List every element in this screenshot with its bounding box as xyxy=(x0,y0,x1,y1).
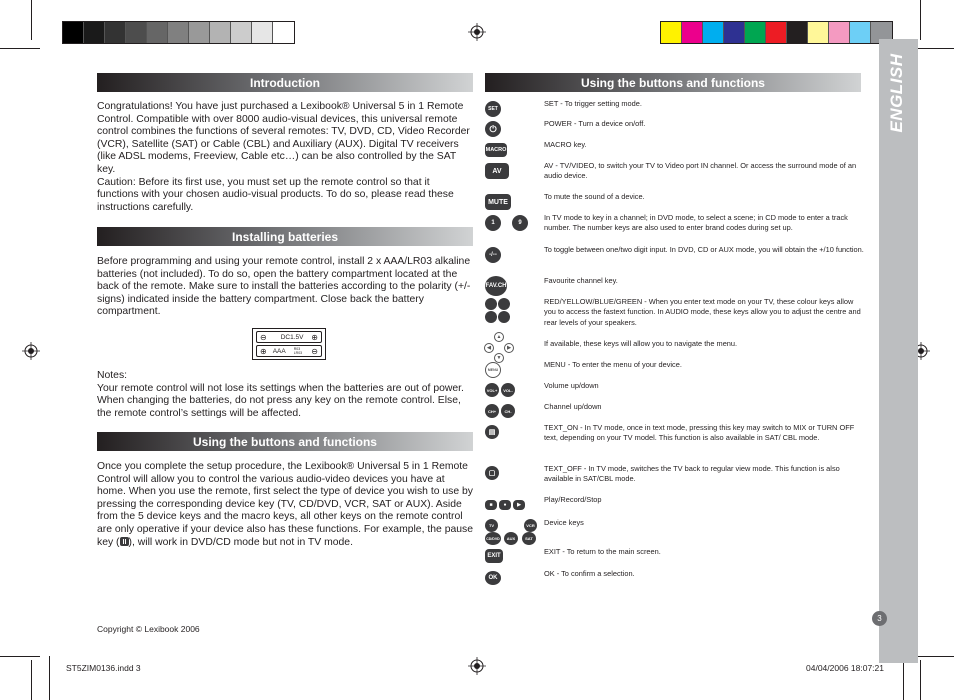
ok-key-icon xyxy=(484,570,530,588)
macro-key-icon xyxy=(484,141,530,159)
digit-toggle-key-icon xyxy=(484,246,530,264)
key-function-text: TEXT_OFF - In TV mode, switches the TV back to regular view mode. This function is also available in SAT/CBL mode. xyxy=(544,464,840,484)
crop-mark xyxy=(0,656,40,657)
av-key-icon xyxy=(484,162,530,180)
batteries-text: Before programming and using your remote control, install 2 x AAA/LR03 alkaline batteries (not included). To do so, open the battery compartment located at the back of the remote. Make sure to install the batteries according to the polarity (+/- signs) indicated inside the battery compartment. Close back the battery compartment. xyxy=(97,256,471,318)
key-function-text: In TV mode to key in a channel; in DVD mode, to select a scene; in CD mode to enter a track number. The number keys are also used to enter brand codes during set up. xyxy=(544,213,848,233)
buttons-text-part-a: Once you complete the setup procedure, the Lexibook® Universal 5 in 1 Remote Control will allow you to control the various audio-video devices you have at home. When you use the remote, first select the type of device you wish to use by pressing the corresponding device key (TV, CD/DVD, VCR, SAT or AUX). Aside from the 5 device keys and the macro keys, all other keys on the remote control are only operative if your device also has these functions. For example, the pause key ( xyxy=(97,461,474,548)
device-button: CD/DVD xyxy=(485,532,501,545)
color-swatch xyxy=(661,22,682,43)
crop-mark xyxy=(49,656,50,700)
color-swatch xyxy=(745,22,766,43)
key-function-text: OK - To confirm a selection. xyxy=(544,569,635,578)
menu-button: MENU xyxy=(485,362,501,378)
color-swatch xyxy=(703,22,724,43)
intro-text xyxy=(97,101,473,214)
text-off-button: ▢ xyxy=(485,466,499,480)
key-function-text: Channel up/down xyxy=(544,402,602,411)
battery-cell-bottom xyxy=(256,345,322,357)
key-function-text: SET - To trigger setting mode. xyxy=(544,99,642,108)
crop-mark xyxy=(31,0,32,40)
digit-toggle-button: -/-- xyxy=(485,247,501,263)
key-function-text: Device keys xyxy=(544,518,584,527)
key-function-text: RED/YELLOW/BLUE/GREEN - When you enter text mode on your TV, these colour keys allow you to access the fastext function. In AUDIO mode, these keys allow you to adjust the centre and rear levels of your speakers. xyxy=(544,297,861,327)
key-function-text: POWER - Turn a device on/off. xyxy=(544,119,646,128)
exit-key-icon xyxy=(484,548,530,566)
key-function-text: Volume up/down xyxy=(544,381,599,390)
nav-left-button: ◀ xyxy=(484,343,494,353)
gray-swatch xyxy=(252,22,273,43)
set-key-icon xyxy=(484,100,530,118)
key-function-text: MENU - To enter the menu of your device. xyxy=(544,360,682,369)
text-on-button: ▤ xyxy=(485,425,499,439)
color-button xyxy=(485,298,497,310)
play-record-stop-keys-icon xyxy=(484,496,530,514)
volume-keys-icon xyxy=(484,382,530,400)
notes-text xyxy=(97,370,475,420)
number-button: 1 xyxy=(485,215,501,231)
exit-button: EXIT xyxy=(485,549,503,563)
number-keys-icon xyxy=(484,214,530,232)
av-button: AV xyxy=(485,163,509,179)
language-side-tab xyxy=(879,39,918,663)
buttons-text xyxy=(97,461,473,549)
key-function-text: Play/Record/Stop xyxy=(544,495,602,504)
color-swatch xyxy=(829,22,850,43)
battery-diagram xyxy=(252,328,326,360)
color-swatch xyxy=(850,22,871,43)
grayscale-color-bar xyxy=(62,21,295,44)
buttons-header-right: Using the buttons and functions xyxy=(485,73,861,92)
transport-button: ● xyxy=(499,500,511,510)
key-function-text: EXIT - To return to the main screen. xyxy=(544,547,661,556)
slug-date: 04/04/2006 18:07:21 xyxy=(806,663,884,673)
battery-cell-top xyxy=(256,331,322,343)
device-button: SAT xyxy=(522,532,536,545)
battery-type-label: AAA xyxy=(272,347,286,355)
gray-swatch xyxy=(126,22,147,43)
color-swatch xyxy=(682,22,703,43)
device-button: TV xyxy=(485,519,498,532)
crop-mark xyxy=(0,48,40,49)
device-button: VCR xyxy=(524,519,537,532)
page-number: 3 xyxy=(872,611,887,626)
gray-swatch xyxy=(210,22,231,43)
mute-button: MUTE xyxy=(485,194,511,210)
crop-mark xyxy=(920,660,921,700)
menu-key-icon xyxy=(484,361,530,379)
minus-sign: ⊖ xyxy=(260,332,267,342)
crop-mark xyxy=(920,0,921,40)
device-button: AUX xyxy=(504,532,518,545)
gray-swatch xyxy=(63,22,84,43)
gray-swatch xyxy=(189,22,210,43)
color-button xyxy=(498,298,510,310)
color-keys-icon xyxy=(484,298,530,316)
button: VOL+ xyxy=(485,383,499,397)
crop-mark xyxy=(914,48,954,49)
ok-button: OK xyxy=(485,571,501,585)
color-button xyxy=(498,311,510,323)
intro-caution: Caution: Before its first use, you must set up the remote control so that it functions with your chosen audio-visual products. To do so, please read these instructions carefully. xyxy=(97,176,454,213)
registration-mark-icon xyxy=(468,23,486,41)
button: VOL- xyxy=(501,383,515,397)
plus-sign: ⊕ xyxy=(311,332,318,342)
button: CH- xyxy=(501,404,515,418)
key-function-text: MACRO key. xyxy=(544,140,587,149)
key-function-text: To toggle between one/two digit input. In DVD, CD or AUX mode, you will obtain the +/10 function. xyxy=(544,245,864,254)
gray-swatch xyxy=(231,22,252,43)
buttons-text-part-b: ), will work in DVD/CD mode but not in TV mode. xyxy=(128,536,353,548)
macro-button: MACRO xyxy=(485,143,507,157)
transport-button: ■ xyxy=(485,500,497,510)
text-on-key-icon xyxy=(484,424,530,442)
gray-swatch xyxy=(147,22,168,43)
minus-sign: ⊖ xyxy=(311,346,318,356)
crop-mark xyxy=(31,660,32,700)
notes-label: Notes: xyxy=(97,370,128,381)
nav-up-button: ▲ xyxy=(494,332,504,342)
language-tab-label: ENGLISH xyxy=(887,53,906,133)
nav-right-button: ▶ xyxy=(504,343,514,353)
copyright: Copyright © Lexibook 2006 xyxy=(97,624,200,634)
notes-paragraph: Your remote control will not lose its settings when the batteries are out of power. When changing the batteries, do not press any key on the remote control. Else, the remote control’s settings will be affected. xyxy=(97,382,464,419)
gray-swatch xyxy=(84,22,105,43)
gray-swatch xyxy=(168,22,189,43)
buttons-header-left: Using the buttons and functions xyxy=(97,432,473,451)
color-swatch xyxy=(808,22,829,43)
device-keys-icon xyxy=(484,519,540,549)
key-function-text: AV - TV/VIDEO, to switch your TV to Video port IN channel. Or access the surround mode of an audio device. xyxy=(544,161,857,181)
button: CH+ xyxy=(485,404,499,418)
crop-mark xyxy=(914,656,954,657)
gray-swatch xyxy=(105,22,126,43)
number-button: 9 xyxy=(512,215,528,231)
color-swatch xyxy=(724,22,745,43)
gray-swatch xyxy=(273,22,294,43)
plus-sign: ⊕ xyxy=(260,346,267,356)
color-swatch xyxy=(766,22,787,43)
registration-mark-icon xyxy=(468,657,486,675)
channel-keys-icon xyxy=(484,403,530,421)
registration-mark-icon xyxy=(22,342,40,360)
battery-voltage-label: DC1.5V xyxy=(280,333,304,341)
intro-paragraph: Congratulations! You have just purchased a Lexibook® Universal 5 in 1 Remote Control. Compatible with over 8000 audio-visual devices, this universal remote control combines the functions of several remotes: TV, DVD, CD, Video Recorder (VCR), Satellite (SAT) or Cable (CBL) and Auxiliary (AUX). Digital TV receivers (like ADSL modems, Freeview, Cable etc…) can be also controlled by the SAT key. xyxy=(97,101,470,175)
navigation-keys-icon xyxy=(484,334,530,361)
transport-button: ▶ xyxy=(513,500,525,510)
nav-down-button: ▼ xyxy=(494,353,504,363)
battery-small-label: R03 LR03 xyxy=(293,347,303,355)
power-key-icon xyxy=(484,120,530,138)
mute-key-icon xyxy=(484,193,530,211)
key-function-text: If available, these keys will allow you to navigate the menu. xyxy=(544,339,738,348)
color-button xyxy=(485,311,497,323)
power-button: ⏻ xyxy=(485,121,501,137)
intro-header: Introduction xyxy=(97,73,473,92)
favourite-button: FAV.CH xyxy=(485,276,507,296)
set-button: SET xyxy=(485,101,501,117)
key-function-text: Favourite channel key. xyxy=(544,276,618,285)
slug-filename: ST5ZIM0136.indd 3 xyxy=(66,663,141,673)
favourite-key-icon xyxy=(484,277,530,295)
key-function-text: TEXT_ON - In TV mode, once in text mode, pressing this key may switch to MIX or TURN OFF text, depending on your TV model. This function is also available in SAT/ CBL mode. xyxy=(544,423,855,443)
key-function-text: To mute the sound of a device. xyxy=(544,192,645,201)
text-off-key-icon xyxy=(484,465,530,483)
batteries-header: Installing batteries xyxy=(97,227,473,246)
pause-key-icon xyxy=(120,537,129,546)
process-color-bar xyxy=(660,21,893,44)
color-swatch xyxy=(787,22,808,43)
